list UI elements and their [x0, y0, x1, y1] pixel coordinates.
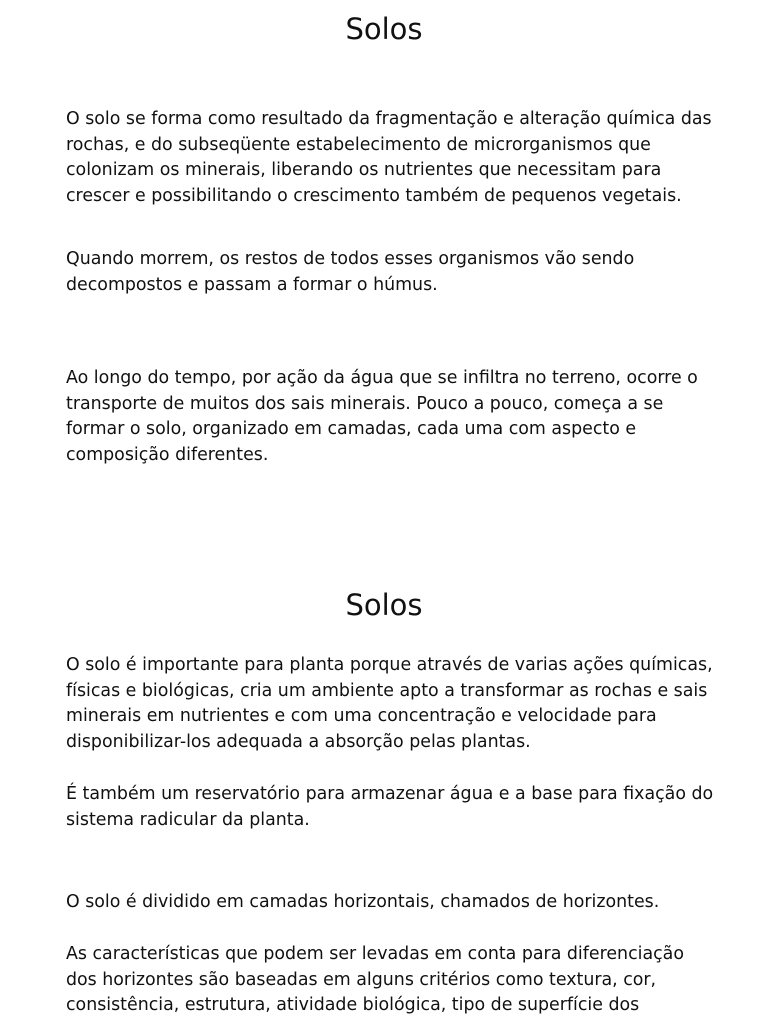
paragraph-line: Quando morrem, os restos de todos esses organismos vão sendo [66, 249, 635, 269]
paragraph-characteristics [66, 942, 716, 1019]
slide-2 [0, 512, 768, 1024]
paragraph-line: crescer e possibilitando o crescimento também de pequenos vegetais. [66, 185, 682, 206]
paragraph-line: físicas e biológicas, cria um ambiente apto a transformar as rochas e sais [66, 680, 708, 701]
paragraph-importance [66, 653, 716, 755]
paragraph-line: Ao longo do tempo, por ação da água que se infiltra no terreno, ocorre o [66, 368, 698, 388]
paragraph-line: minerais em nutrientes e com uma concentração e velocidade para [66, 706, 657, 726]
paragraph-line: disponibilizar-los adequada a absorção pelas plantas. [66, 731, 531, 752]
paragraph-line: colonizam os minerais, liberando os nutrientes que necessitam para [66, 160, 662, 180]
paragraph-line: É também um reservatório para armazenar água e a base para fixação do [66, 784, 714, 804]
paragraph-line: O solo se forma como resultado da fragmentação e alteração química das [66, 109, 712, 129]
paragraph-line: consistência, estrutura, atividade biológica, tipo de superfície dos [66, 995, 640, 1015]
slide-title: Solos [345, 588, 423, 622]
paragraph-line: As características que podem ser levadas em conta para diferenciação [66, 944, 684, 964]
paragraph-layers [66, 366, 716, 468]
paragraph-line: rochas, e do subseqüente estabelecimento de microrganismos que [66, 134, 651, 155]
paragraph-line: formar o solo, organizado em camadas, cada uma com aspecto e [66, 419, 637, 439]
paragraph-horizons [66, 890, 716, 916]
paragraph-line: O solo é dividido em camadas horizontais, chamados de horizontes. [66, 892, 660, 912]
paragraph-line: decompostos e passam a formar o húmus. [66, 274, 438, 295]
paragraph-soil-formation [66, 107, 716, 209]
paragraph-line: sistema radicular da planta. [66, 809, 310, 830]
paragraph-line: dos horizontes são baseadas em alguns critérios como textura, cor, [66, 969, 657, 990]
paragraph-humus [66, 247, 716, 298]
paragraph-line: composição diferentes. [66, 444, 269, 465]
paragraph-line: O solo é importante para planta porque através de varias ações químicas, [66, 655, 713, 675]
paragraph-line: transporte de muitos dos sais minerais. Pouco a pouco, começa a se [66, 393, 664, 414]
slide-title: Solos [345, 12, 423, 46]
paragraph-reservoir [66, 782, 716, 833]
